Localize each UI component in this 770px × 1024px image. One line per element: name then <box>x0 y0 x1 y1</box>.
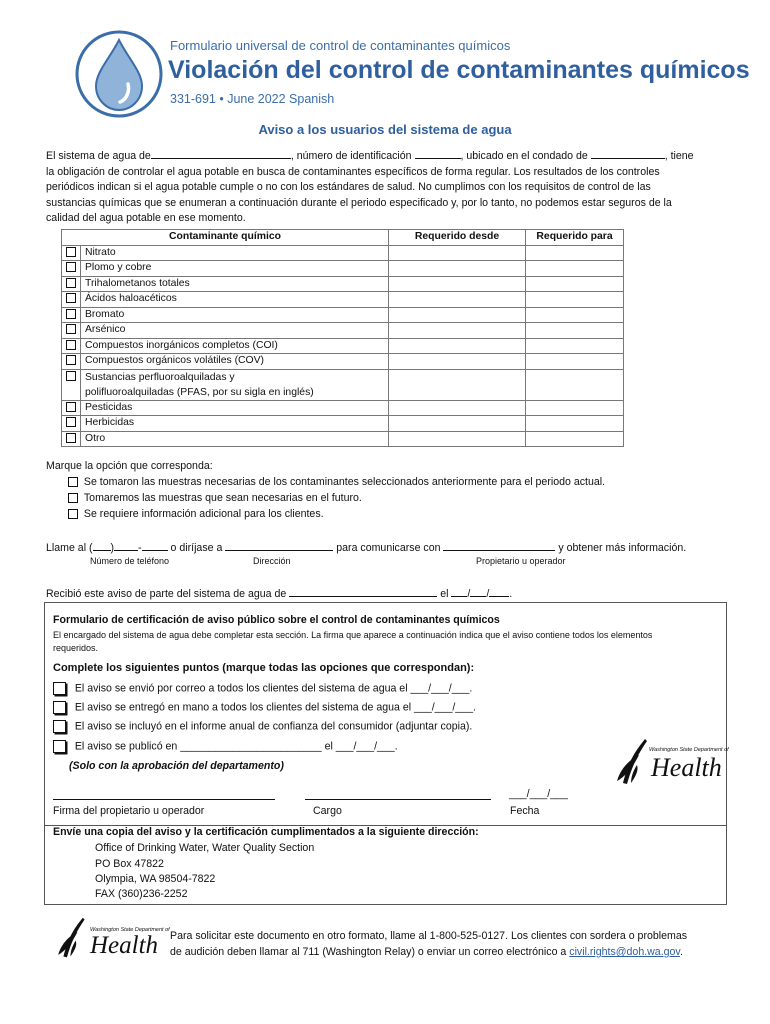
checkbox[interactable] <box>53 720 66 733</box>
table-row <box>62 354 624 370</box>
required-to-cell[interactable] <box>526 338 624 354</box>
required-to-cell[interactable] <box>526 261 624 277</box>
notice-text: , número de identificación <box>290 150 412 162</box>
required-from-cell[interactable] <box>389 307 526 323</box>
year-field[interactable] <box>489 585 509 597</box>
notice-text: la obligación de controlar el agua potable en busca de contaminantes específicos de forma regular. Los resultados de los controles <box>46 165 660 178</box>
phone-label: Número de teléfono <box>90 556 170 566</box>
pfas-line: Sustancias perfluoroalquiladas y <box>85 371 235 383</box>
address-label: Dirección <box>253 556 291 566</box>
contaminant-name: Herbicidas <box>81 416 389 432</box>
column-header: Requerido desde <box>389 230 526 246</box>
id-number-field[interactable] <box>415 147 461 159</box>
pfas-line: polifluoroalquiladas (PFAS, por su sigla en inglés) <box>85 386 314 398</box>
table-row <box>62 307 624 323</box>
required-to-cell[interactable] <box>526 431 624 447</box>
table-header-row <box>62 230 624 246</box>
logo-agency: Washington State Department of <box>649 747 729 753</box>
address-line: Office of Drinking Water, Water Quality Section <box>95 842 315 854</box>
option-text: Se tomaron las muestras necesarias de los contaminantes seleccionados anteriormente para el periodo actual. <box>83 476 606 488</box>
received-text: . <box>509 588 513 600</box>
table-row <box>62 276 624 292</box>
required-from-cell[interactable] <box>389 292 526 308</box>
checkbox[interactable] <box>66 324 76 334</box>
cert-item-text: El aviso se envió por correo a todos los clientes del sistema de agua el ___/___/___. <box>74 682 473 695</box>
checkbox[interactable] <box>66 340 76 350</box>
contaminant-name: Compuestos inorgánicos completos (COI) <box>81 338 389 354</box>
address-field[interactable] <box>225 539 333 551</box>
cert-instructions: Complete los siguientes puntos (marque todas las opciones que correspondan): <box>53 662 475 674</box>
table-row <box>62 323 624 339</box>
water-drop-logo-icon <box>74 28 164 120</box>
address-line: PO Box 47822 <box>95 858 164 870</box>
month-field[interactable] <box>451 585 467 597</box>
footer-line: Para solicitar este documento en otro formato, llame al 1-800-525-0127. Los clientes con sordera o problemas <box>170 930 688 942</box>
table-row <box>62 369 624 400</box>
received-text: / <box>467 588 471 600</box>
contact-text: ) <box>110 542 115 554</box>
required-from-cell[interactable] <box>389 400 526 416</box>
area-code-field[interactable] <box>93 539 111 551</box>
option-item <box>68 492 362 504</box>
checkbox[interactable] <box>53 682 66 695</box>
table-row <box>62 431 624 447</box>
options-label: Marque la opción que corresponda: <box>46 460 213 472</box>
email-link[interactable]: civil.rights@doh.wa.gov <box>569 946 680 958</box>
required-from-cell[interactable] <box>389 261 526 277</box>
form-subtitle: Formulario universal de control de contaminantes químicos <box>170 38 511 53</box>
option-item <box>68 508 324 520</box>
checkbox[interactable] <box>53 740 66 753</box>
footer-line <box>170 944 687 960</box>
water-system-name-field[interactable] <box>289 585 437 597</box>
notice-text: sustancias químicas que se enumeran a continuación durante el periodo especificado y, por lo tanto, no podemos estar seguros de la <box>46 196 672 209</box>
required-from-cell[interactable] <box>389 323 526 339</box>
contact-text: o diríjase a <box>170 542 223 554</box>
signature-label: Firma del propietario u operador <box>53 805 205 817</box>
contaminant-name: Trihalometanos totales <box>81 276 389 292</box>
approval-note: (Solo con la aprobación del departamento) <box>69 760 284 772</box>
checkbox[interactable] <box>68 493 78 503</box>
mailing-title: Envíe una copia del aviso y la certificación cumplimentados a la siguiente dirección: <box>53 826 479 838</box>
required-to-cell[interactable] <box>526 276 624 292</box>
notice-text: El sistema de agua de <box>46 150 151 162</box>
required-from-cell[interactable] <box>389 431 526 447</box>
checkbox[interactable] <box>66 371 76 381</box>
date-blank[interactable]: ___/___/___ <box>509 788 568 800</box>
certification-section <box>44 602 727 826</box>
notice-title: Aviso a los usuarios del sistema de agua <box>258 122 512 137</box>
contaminant-name: Compuestos orgánicos volátiles (COV) <box>81 354 389 370</box>
notice-paragraph <box>46 147 726 227</box>
mailing-section <box>44 824 727 905</box>
required-from-cell[interactable] <box>389 276 526 292</box>
water-system-field[interactable] <box>151 147 291 159</box>
form-title: Violación del control de contaminantes químicos <box>168 56 750 84</box>
checkbox[interactable] <box>66 278 76 288</box>
required-from-cell[interactable] <box>389 245 526 261</box>
checkbox[interactable] <box>66 293 76 303</box>
cert-description: requeridos. <box>53 643 99 653</box>
table-row <box>62 245 624 261</box>
required-to-cell[interactable] <box>526 354 624 370</box>
cert-item <box>53 720 472 733</box>
contact-text: y obtener más información. <box>558 542 687 554</box>
contaminant-name: Bromato <box>81 307 389 323</box>
option-item <box>68 476 605 488</box>
address-line: FAX (360)236-2252 <box>95 888 188 900</box>
signature-line[interactable] <box>53 799 275 800</box>
contaminant-name: Plomo y cobre <box>81 261 389 277</box>
required-to-cell[interactable] <box>526 323 624 339</box>
county-field[interactable] <box>591 147 665 159</box>
contact-text: Llame al ( <box>46 542 93 554</box>
required-to-cell[interactable] <box>526 416 624 432</box>
date-label: Fecha <box>510 805 540 817</box>
table-row <box>62 292 624 308</box>
column-header: Contaminante químico <box>62 230 389 246</box>
contaminant-name: Nitrato <box>81 245 389 261</box>
option-text: Se requiere información adicional para los clientes. <box>83 508 324 520</box>
received-text: / <box>486 588 490 600</box>
checkbox[interactable] <box>53 701 66 714</box>
option-text: Tomaremos las muestras que sean necesarias en el futuro. <box>83 492 362 504</box>
logo-word: Health <box>651 753 722 782</box>
phone-line-field[interactable] <box>142 539 168 551</box>
table-row <box>62 416 624 432</box>
position-line[interactable] <box>305 799 491 800</box>
table-row <box>62 338 624 354</box>
column-header: Requerido para <box>526 230 624 246</box>
contaminant-name: Pesticidas <box>81 400 389 416</box>
notice-text: , tiene <box>664 150 694 162</box>
position-label: Cargo <box>313 805 342 817</box>
required-to-cell[interactable] <box>526 400 624 416</box>
cert-title: Formulario de certificación de aviso público sobre el control de contaminantes químicos <box>53 614 500 626</box>
owner-label: Propietario u operador <box>476 556 566 566</box>
required-to-cell[interactable] <box>526 307 624 323</box>
contaminant-name: Arsénico <box>81 323 389 339</box>
cert-description: El encargado del sistema de agua debe completar esta sección. La firma que aparece a continuación indica que el aviso contiene todos los elementos <box>53 630 653 640</box>
notice-text: periódicos indican si el agua potable cumple o no con los estándares de salud. No cumplimos con los requisitos de control de las <box>46 181 651 193</box>
contact-text: para comunicarse con <box>336 542 441 554</box>
received-text: Recibió este aviso de parte del sistema de agua de <box>46 588 287 600</box>
logo-agency: Washington State Department of <box>90 927 170 933</box>
cert-item <box>53 740 398 753</box>
received-text: el <box>440 588 449 600</box>
contaminant-name <box>81 369 389 400</box>
checkbox[interactable] <box>66 247 76 257</box>
required-from-cell[interactable] <box>389 354 526 370</box>
checkbox[interactable] <box>66 402 76 412</box>
checkbox[interactable] <box>66 355 76 365</box>
day-field[interactable] <box>470 585 486 597</box>
checkbox[interactable] <box>66 433 76 443</box>
cert-item <box>53 682 472 695</box>
footer-line-text: . <box>679 946 683 958</box>
received-line <box>46 585 512 600</box>
checkbox[interactable] <box>66 262 76 272</box>
owner-field[interactable] <box>443 539 555 551</box>
checkbox[interactable] <box>66 309 76 319</box>
health-leaf-icon <box>615 737 655 787</box>
contaminant-name: Ácidos haloacéticos <box>81 292 389 308</box>
contaminant-name: Otro <box>81 431 389 447</box>
required-to-cell[interactable] <box>526 292 624 308</box>
required-from-cell[interactable] <box>389 338 526 354</box>
notice-text: calidad del agua potable en ese momento. <box>46 212 246 224</box>
contact-text: - <box>138 542 142 554</box>
table-row <box>62 400 624 416</box>
checkbox[interactable] <box>68 509 78 519</box>
checkbox[interactable] <box>68 477 78 487</box>
table-row <box>62 261 624 277</box>
required-from-cell[interactable] <box>389 369 526 400</box>
footer-text <box>170 928 687 960</box>
contaminant-table <box>61 229 624 447</box>
cert-item-text: El aviso se entregó en mano a todos los clientes del sistema de agua el ___/___/___. <box>74 701 476 714</box>
required-to-cell[interactable] <box>526 245 624 261</box>
required-from-cell[interactable] <box>389 416 526 432</box>
health-leaf-icon <box>56 916 92 960</box>
form-code: 331-691 • June 2022 Spanish <box>170 92 335 106</box>
notice-text: , ubicado en el condado de <box>460 150 588 162</box>
contact-line <box>46 539 686 554</box>
cert-item-text: El aviso se publicó en ________________________ el ___/___/___. <box>74 740 398 753</box>
cert-item-text: El aviso se incluyó en el informe anual de confianza del consumidor (adjuntar copia). <box>74 720 473 733</box>
cert-item <box>53 701 476 714</box>
checkbox[interactable] <box>66 417 76 427</box>
logo-word: Health <box>90 932 159 959</box>
required-to-cell[interactable] <box>526 369 624 400</box>
footer-line-text: de audición deben llamar al 711 (Washington Relay) o enviar un correo electrónico a <box>170 946 567 958</box>
phone-prefix-field[interactable] <box>114 539 138 551</box>
address-line: Olympia, WA 98504-7822 <box>95 873 216 885</box>
